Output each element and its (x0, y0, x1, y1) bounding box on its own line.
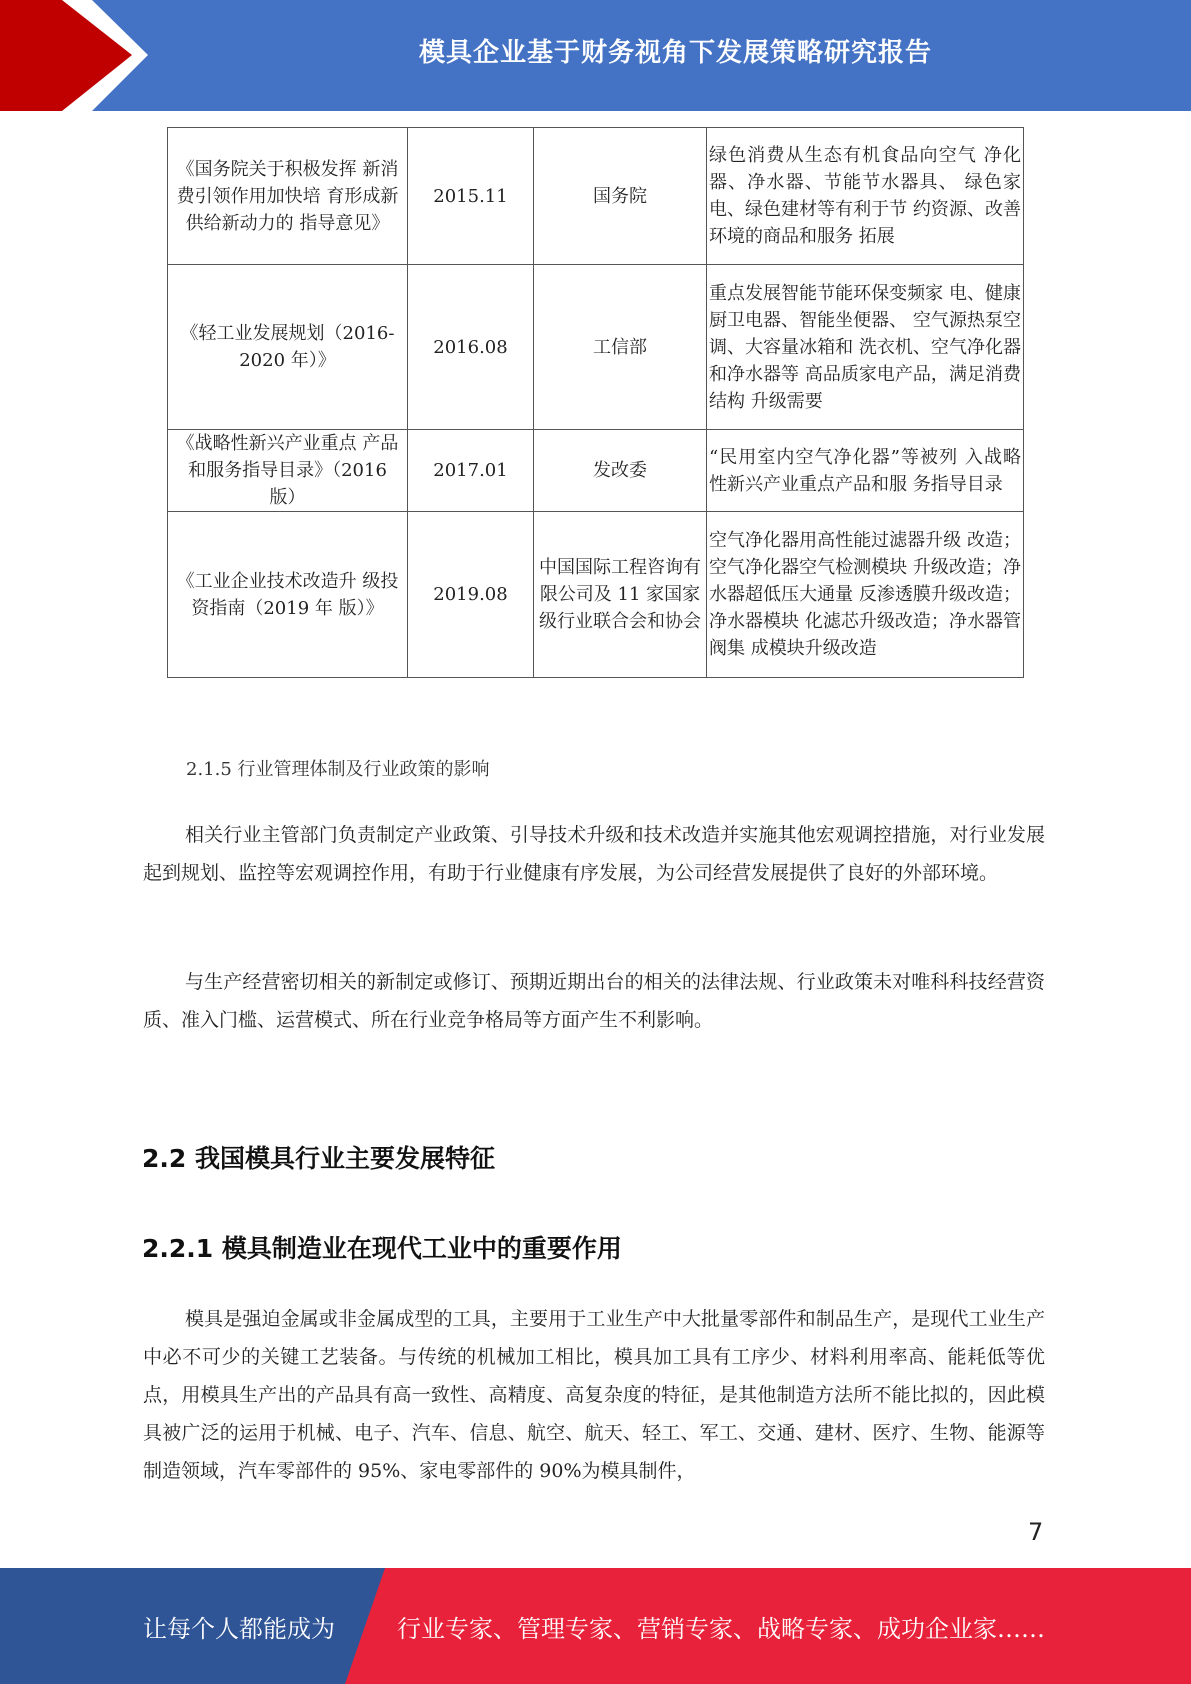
section-heading-2-2: 2.2 我国模具行业主要发展特征 (142, 1144, 495, 1173)
policy-dept-cell: 工信部 (534, 265, 707, 430)
table-row (168, 430, 1024, 512)
table-row (168, 265, 1024, 430)
policy-date-cell: 2016.08 (408, 265, 534, 430)
policy-name-cell: 《战略性新兴产业重点 产品和服务指导目录》（2016 版） (168, 430, 408, 512)
policy-content-cell: 重点发展智能节能环保变频家 电、健康厨卫电器、智能坐便器、 空气源热泵空调、大容量冰箱和 洗衣机、空气净化器和净水器等 高品质家电产品，满足消费结构 升级需要 (707, 265, 1024, 430)
policy-content-cell: 空气净化器用高性能过滤器升级 改造；空气净化器空气检测模块 升级改造；净水器超低压大通量 反渗透膜升级改造；净水器模块 化滤芯升级改造；净水器管阀集 成模块升级改造 (707, 512, 1024, 678)
subsection-heading-2-1-5: 2.1.5 行业管理体制及行业政策的影响 (186, 759, 490, 780)
policy-name-cell: 《国务院关于积极发挥 新消费引领作用加快培 育形成新供给新动力的 指导意见》 (168, 128, 408, 265)
footer-slogan-left: 让每个人都能成为 (143, 1614, 335, 1643)
header-arrow-decoration (0, 0, 160, 111)
policy-content-cell: 绿色消费从生态有机食品向空气 净化器、净水器、节能节水器具、 绿色家电、绿色建材等有利于节 约资源、改善环境的商品和服务 拓展 (707, 128, 1024, 265)
page-header (0, 0, 1191, 111)
page-footer (0, 1568, 1191, 1684)
policy-date-cell: 2017.01 (408, 430, 534, 512)
table-row (168, 512, 1024, 678)
policy-table (167, 127, 1024, 678)
policy-dept-cell: 发改委 (534, 430, 707, 512)
body-paragraph: 与生产经营密切相关的新制定或修订、预期近期出台的相关的法律法规、行业政策未对唯科科技经营资质、准入门槛、运营模式、所在行业竞争格局等方面产生不利影响。 (143, 971, 1045, 1031)
policy-content-cell: “民用室内空气净化器”等被列 入战略性新兴产业重点产品和服 务指导目录 (707, 430, 1024, 512)
footer-slogan-right: 行业专家、管理专家、营销专家、战略专家、成功企业家…… (397, 1614, 1045, 1643)
body-paragraph: 模具是强迫金属或非金属成型的工具，主要用于工业生产中大批量零部件和制品生产，是现代工业生产中必不可少的关键工艺装备。与传统的机械加工相比，模具加工具有工序少、材料利用率高、能耗低等优点，用模具生产出的产品具有高一致性、高精度、高复杂度的特征，是其他制造方法所不能比拟的，因此模具被广泛的运用于机械、电子、汽车、信息、航空、航天、轻工、军工、交通、建材、医疗、生物、能源等制造领域，汽车零部件的 95%、家电零部件的 90%为模具制件， (143, 1308, 1045, 1482)
document-title: 模具企业基于财务视角下发展策略研究报告 (418, 37, 932, 68)
body-paragraph: 相关行业主管部门负责制定产业政策、引导技术升级和技术改造并实施其他宏观调控措施，对行业发展起到规划、监控等宏观调控作用，有助于行业健康有序发展，为公司经营发展提供了良好的外部环境。 (143, 824, 1045, 884)
table-row (168, 128, 1024, 265)
page-number: 7 (1028, 1518, 1044, 1546)
policy-date-cell: 2015.11 (408, 128, 534, 265)
section-heading-2-2-1: 2.2.1 模具制造业在现代工业中的重要作用 (142, 1234, 622, 1263)
policy-date-cell: 2019.08 (408, 512, 534, 678)
policy-dept-cell: 国务院 (534, 128, 707, 265)
policy-name-cell: 《轻工业发展规划（2016-2020 年）》 (168, 265, 408, 430)
policy-name-cell: 《工业企业技术改造升 级投资指南（2019 年 版）》 (168, 512, 408, 678)
policy-dept-cell: 中国国际工程咨询有限公司及 11 家国家级行业联合会和协会 (534, 512, 707, 678)
